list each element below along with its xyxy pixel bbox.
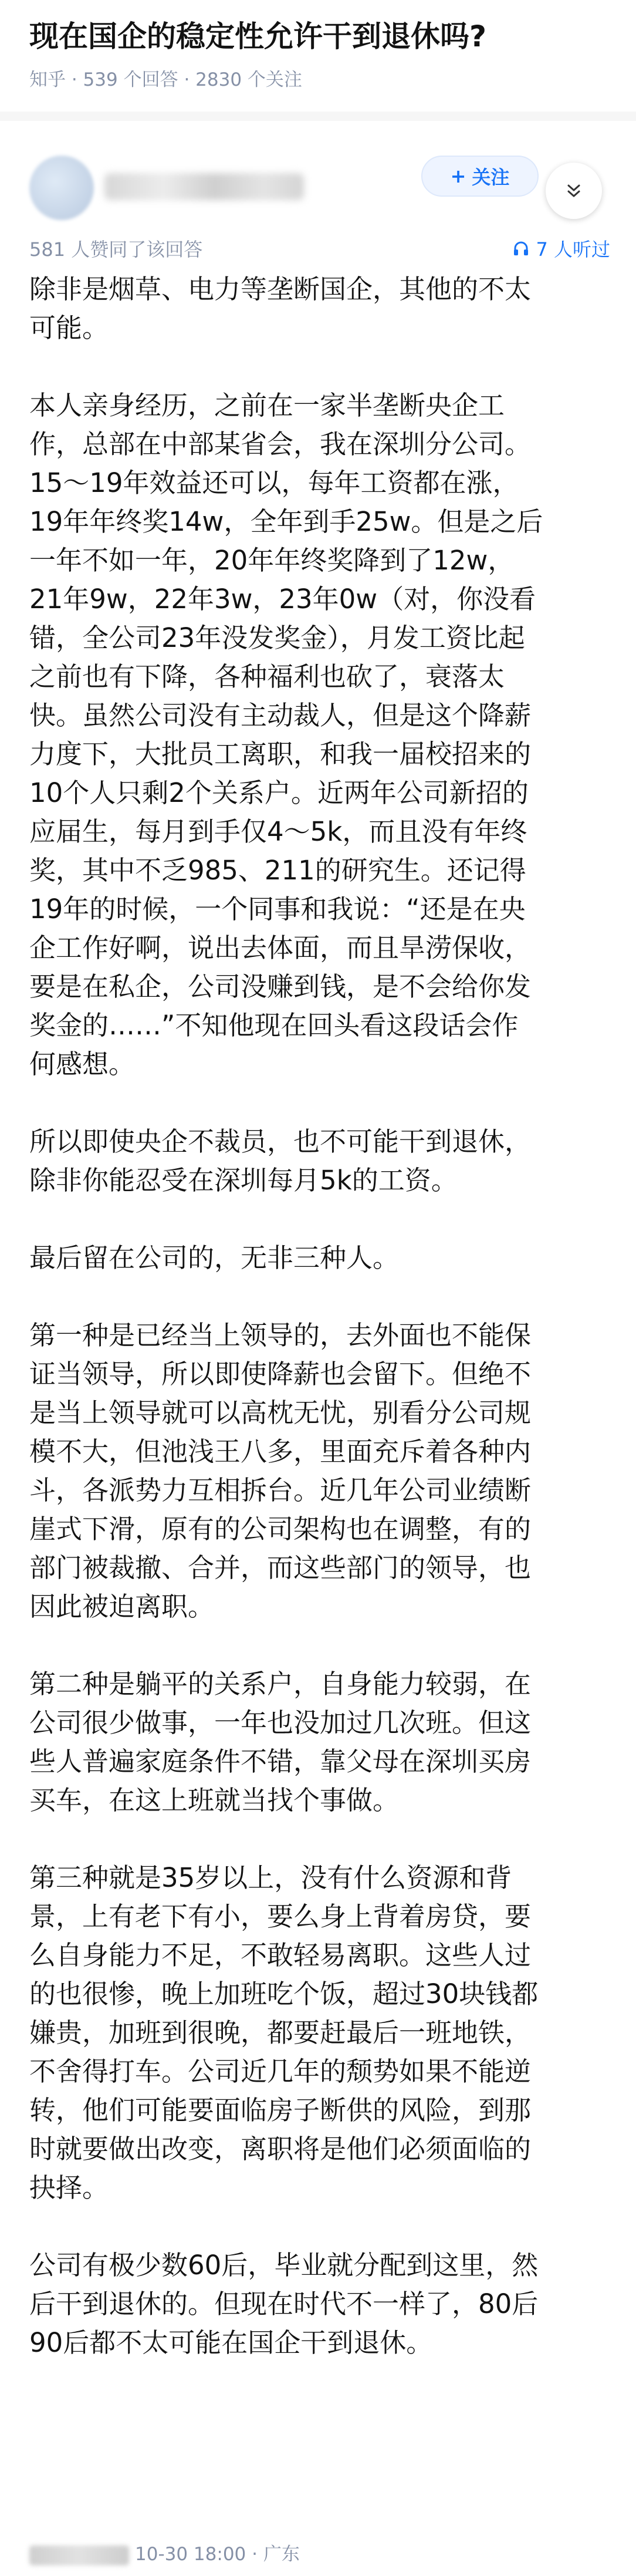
answer-line: 企工作好啊，说出去体面，而且旱涝保收，	[29, 932, 532, 963]
question-title[interactable]: 现在国企的稳定性允许干到退休吗?	[29, 19, 487, 53]
answer-line: 可能。	[29, 312, 109, 343]
answer-line: 19年的时候，一个同事和我说：“还是在央	[29, 893, 526, 925]
answer-line: 最后留在公司的，无非三种人。	[29, 1242, 400, 1273]
answer-line: 作，总部在中部某省会，我在深圳分公司。	[29, 429, 532, 460]
answer-line: 是当上领导就可以高枕无忧，别看分公司规	[29, 1397, 532, 1428]
follow-label: 关注	[472, 166, 510, 188]
answer-line: 公司很少做事，一年也没加过几次班。但这	[29, 1707, 532, 1738]
paragraph-gap	[29, 2207, 610, 2246]
answer-line: 时就要做出改变，离职将是他们必须面临的	[29, 2133, 532, 2164]
answer-line: 15～19年效益还可以，每年工资都在涨，	[29, 467, 519, 498]
answer-line: 错，全公司23年没发奖金），月发工资比起	[29, 622, 525, 653]
follow-button[interactable]	[421, 156, 539, 197]
author-row	[29, 150, 616, 220]
answer-stats	[29, 235, 610, 264]
answer-line: 崖式下滑，原有的公司架构也在调整，有的	[29, 1513, 532, 1545]
paragraph-gap	[29, 1626, 610, 1665]
date-location: 10-30 18:00 · 广东	[135, 2544, 300, 2565]
answer-footer	[29, 2539, 300, 2565]
answer-line: 第一种是已经当上领导的，去外面也不能保	[29, 1320, 532, 1351]
plus-icon: +	[450, 165, 466, 187]
question-meta: 知乎 · 539 个回答 · 2830 个关注	[29, 69, 302, 90]
expand-button[interactable]	[546, 163, 602, 219]
paragraph-gap	[29, 348, 610, 386]
answer-line: 之前也有下降，各种福利也砍了，衰落太	[29, 661, 505, 692]
answer-line: 应届生，每月到手仅4～5k，而且没有年终	[29, 816, 527, 847]
headphones-icon	[512, 240, 530, 257]
answer-line: 公司有极少数60后，毕业就分配到这里，然	[29, 2250, 539, 2281]
answer-line: 90后都不太可能在国企干到退休。	[29, 2327, 433, 2358]
answer-line: 所以即使央企不裁员，也不可能干到退休，	[29, 1126, 532, 1157]
author-name-blurred[interactable]	[104, 173, 304, 200]
answer-line: 快。虽然公司没有主动裁人，但是这个降薪	[29, 700, 532, 731]
answer-line: 何感想。	[29, 1048, 136, 1080]
answer-line: 一年不如一年，20年年终奖降到了12w，	[29, 545, 515, 576]
paragraph-gap	[29, 1277, 610, 1316]
likes-count: 581 人赞同了该回答	[29, 238, 203, 261]
edited-label-blurred	[29, 2545, 129, 2565]
answer-line: 奖金的……”不知他现在回头看这段话会作	[29, 1010, 519, 1041]
answer-line: 些人普遍家庭条件不错，靠父母在深圳买房	[29, 1746, 532, 1777]
answer-line: 除非是烟草、电力等垄断国企，其他的不太	[29, 274, 532, 305]
answer-line: 19年年终奖14w，全年到手25w。但是之后	[29, 506, 543, 537]
answer-line: 转，他们可能要面临房子断供的风险，到那	[29, 2095, 532, 2126]
answer-line: 要是在私企，公司没赚到钱，是不会给你发	[29, 971, 532, 1002]
listen-button[interactable]	[512, 235, 610, 262]
answer-line: 的也很惨，晚上加班吃个饭，超过30块钱都	[29, 1978, 539, 2009]
answer-line: 么自身能力不足，不敢轻易离职。这些人过	[29, 1940, 532, 1971]
answer-line: 奖，其中不乏985、211的研究生。还记得	[29, 855, 526, 886]
answer-line: 抉择。	[29, 2172, 109, 2203]
answer-line: 嫌贵，加班到很晚，都要赶最后一班地铁，	[29, 2017, 532, 2048]
section-divider	[0, 112, 636, 121]
answer-line: 部门被裁撤、合并，而这些部门的领导，也	[29, 1552, 532, 1583]
answer-line: 斗，各派势力互相拆台。近几年公司业绩断	[29, 1475, 532, 1506]
avatar[interactable]	[29, 156, 94, 220]
answer-line: 第三种就是35岁以上，没有什么资源和背	[29, 1862, 512, 1893]
paragraph-gap	[29, 1820, 610, 1859]
answer-line: 力度下，大批员工离职，和我一届校招来的	[29, 739, 532, 770]
paragraph-gap	[29, 1200, 610, 1239]
answer-line: 不舍得打车。公司近几年的颓势如果不能逆	[29, 2056, 532, 2087]
answer-line: 证当领导，所以即使降薪也会留下。但绝不	[29, 1358, 532, 1390]
answer-line: 买车，在这上班就当找个事做。	[29, 1785, 400, 1816]
chevron-down-icon	[564, 181, 584, 201]
answer-line: 除非你能忍受在深圳每月5k的工资。	[29, 1165, 458, 1196]
answer-line: 10个人只剩2个关系户。近两年公司新招的	[29, 777, 529, 808]
listeners-count: 7 人听过	[536, 238, 610, 261]
answer-line: 本人亲身经历，之前在一家半垄断央企工	[29, 390, 505, 421]
answer-line: 第二种是躺平的关系户，自身能力较弱，在	[29, 1668, 532, 1700]
answer-line: 模不大，但池浅王八多，里面充斥着各种内	[29, 1436, 532, 1467]
answer-line: 因此被迫离职。	[29, 1591, 215, 1622]
answer-line: 21年9w，22年3w，23年0w（对，你没看	[29, 584, 536, 615]
answer-content	[29, 270, 610, 2362]
paragraph-gap	[29, 1084, 610, 1122]
answer-line: 后干到退休的。但现在时代不一样了，80后	[29, 2288, 539, 2319]
answer-line: 景，上有老下有小，要么身上背着房贷，要	[29, 1901, 532, 1932]
